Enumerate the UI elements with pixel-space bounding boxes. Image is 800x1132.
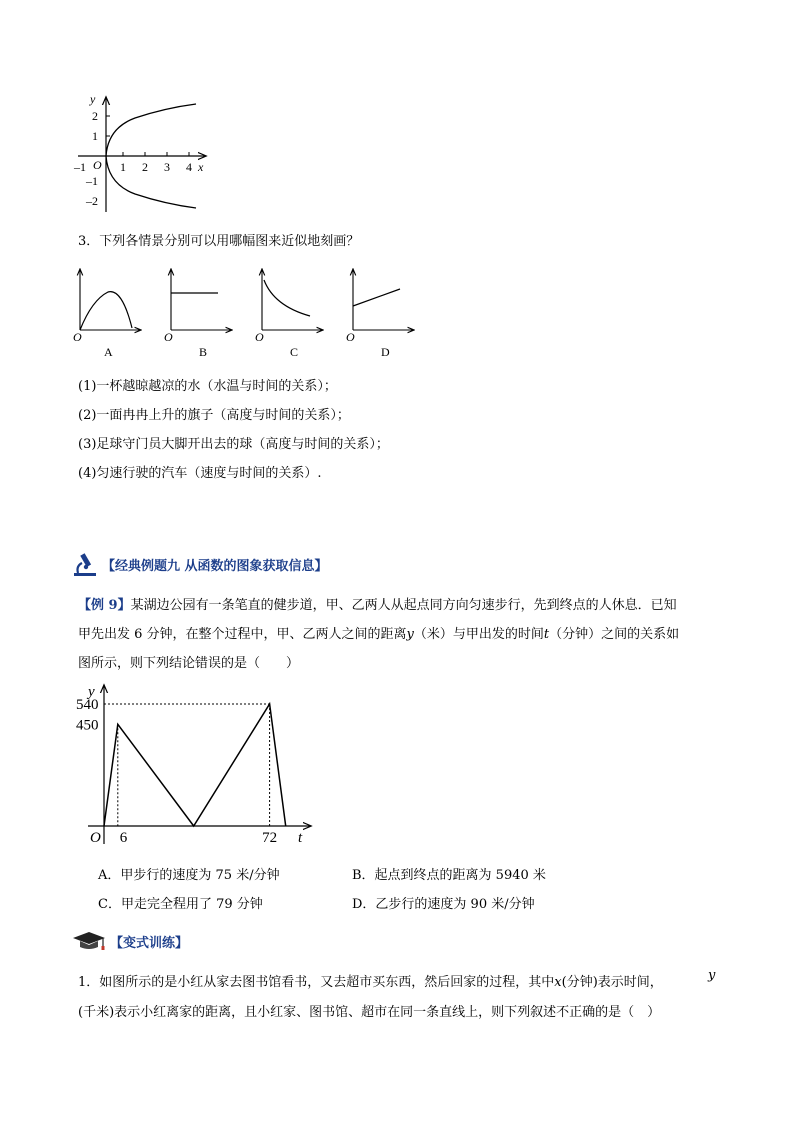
top-graph-y-label: y — [90, 92, 96, 106]
variant-q1-part1: 1．如图所示的是小红从家去图书馆看书，又去超市买东西，然后回家的过程，其中 — [78, 975, 555, 990]
q3-graph-a-caption: A — [104, 345, 113, 359]
example9-line1-text: 某湖边公园有一条笔直的健步道，甲、乙两人从起点同方向匀速步行，先到终点的人休息．已知 — [130, 598, 677, 613]
ytick-label-450: 450 — [76, 717, 99, 734]
q3-item-1: (1)一杯越晾越凉的水（水温与时间的关系）； — [78, 379, 337, 394]
top-graph-ytick-2: 2 — [92, 109, 98, 123]
top-graph-ytick-neg2: –2 — [86, 194, 98, 208]
section-title: 【经典例题九 从函数的图象获取信息】 — [102, 558, 328, 574]
q3-graph-c-origin: O — [255, 330, 264, 344]
xtick-label-72: 72 — [262, 830, 278, 846]
q3-graph-b — [163, 262, 243, 342]
chart-ylabel: y — [88, 684, 95, 700]
xtick-label-6: 6 — [119, 830, 128, 846]
q3-graph-d — [345, 262, 425, 342]
ytick-label-540: 540 — [76, 696, 99, 713]
variant-q1-part2: (分钟)表示时间， — [561, 975, 663, 990]
microscope-icon — [72, 551, 98, 577]
q3-item-2: (2)一面冉冉上升的旗子（高度与时间的关系）； — [78, 408, 350, 423]
q3-graph-c — [254, 262, 334, 342]
variant-q1-line1 — [78, 974, 663, 992]
chart-origin-label: O — [90, 830, 101, 846]
variant-header — [72, 928, 188, 954]
top-graph-xtick-neg1: –1 — [74, 160, 86, 174]
top-graph-ytick-neg1: –1 — [86, 174, 98, 188]
top-graph-xtick-4: 4 — [186, 160, 192, 174]
example9-line2c: （分钟）之间的关系如 — [549, 627, 680, 642]
q3-graph-a-origin: O — [73, 330, 82, 344]
example9-var-t: t — [543, 627, 550, 642]
top-graph-xtick-2: 2 — [142, 160, 148, 174]
top-graph — [60, 88, 220, 218]
q3-graph-a — [72, 262, 152, 342]
variant-q1-var-y: y — [708, 968, 716, 983]
variant-q1-var-x: x — [554, 975, 562, 990]
q3-stem: 3．下列各情景分别可以用哪幅图来近似地刻画？ — [78, 234, 360, 249]
example9-line2a: 甲先出发 6 分钟，在整个过程中，甲、乙两人之间的距离 — [78, 627, 407, 642]
q3-item-3: (3)足球守门员大脚开出去的球（高度与时间的关系）； — [78, 437, 389, 452]
choice-d: D．乙步行的速度为 90 米/分钟 — [352, 897, 535, 912]
example9-var-y: y — [406, 627, 414, 642]
example9-line2 — [78, 626, 679, 644]
graduation-cap-icon — [72, 930, 106, 952]
choice-b: B．起点到终点的距离为 5940 米 — [352, 868, 546, 883]
top-graph-xtick-1: 1 — [120, 160, 126, 174]
q3-graph-c-caption: C — [290, 345, 299, 359]
variant-title: 【变式训练】 — [110, 935, 189, 951]
top-graph-ytick-1: 1 — [92, 129, 98, 143]
q3-graph-d-origin: O — [346, 330, 355, 344]
choice-c: C．甲走完全程用了 79 分钟 — [98, 897, 263, 912]
variant-q1-line2: (千米)表示小红离家的距离，且小红家、图书馆、超市在同一条直线上，则下列叙述不正确的是（ ） — [78, 1005, 661, 1020]
chart-xlabel: t — [298, 830, 303, 846]
section-header — [72, 550, 328, 578]
example9-line1 — [78, 597, 677, 615]
example9-chart — [70, 678, 320, 846]
top-graph-x-label: x — [198, 160, 204, 174]
q3-graph-b-origin: O — [164, 330, 173, 344]
q3-graph-d-caption: D — [381, 345, 390, 359]
top-graph-xtick-3: 3 — [164, 160, 170, 174]
example9-line3: 图所示，则下列结论错误的是（ ） — [78, 656, 300, 671]
distance-series-line — [104, 704, 286, 826]
choice-a: A．甲步行的速度为 75 米/分钟 — [98, 868, 280, 883]
q3-graph-b-caption: B — [199, 345, 208, 359]
example9-line2b: （米）与甲出发的时间 — [413, 627, 544, 642]
top-graph-origin: O — [93, 158, 102, 172]
example9-tag: 【例 9】 — [78, 598, 131, 613]
q3-item-4: (4)匀速行驶的汽车（速度与时间的关系）. — [78, 466, 322, 481]
